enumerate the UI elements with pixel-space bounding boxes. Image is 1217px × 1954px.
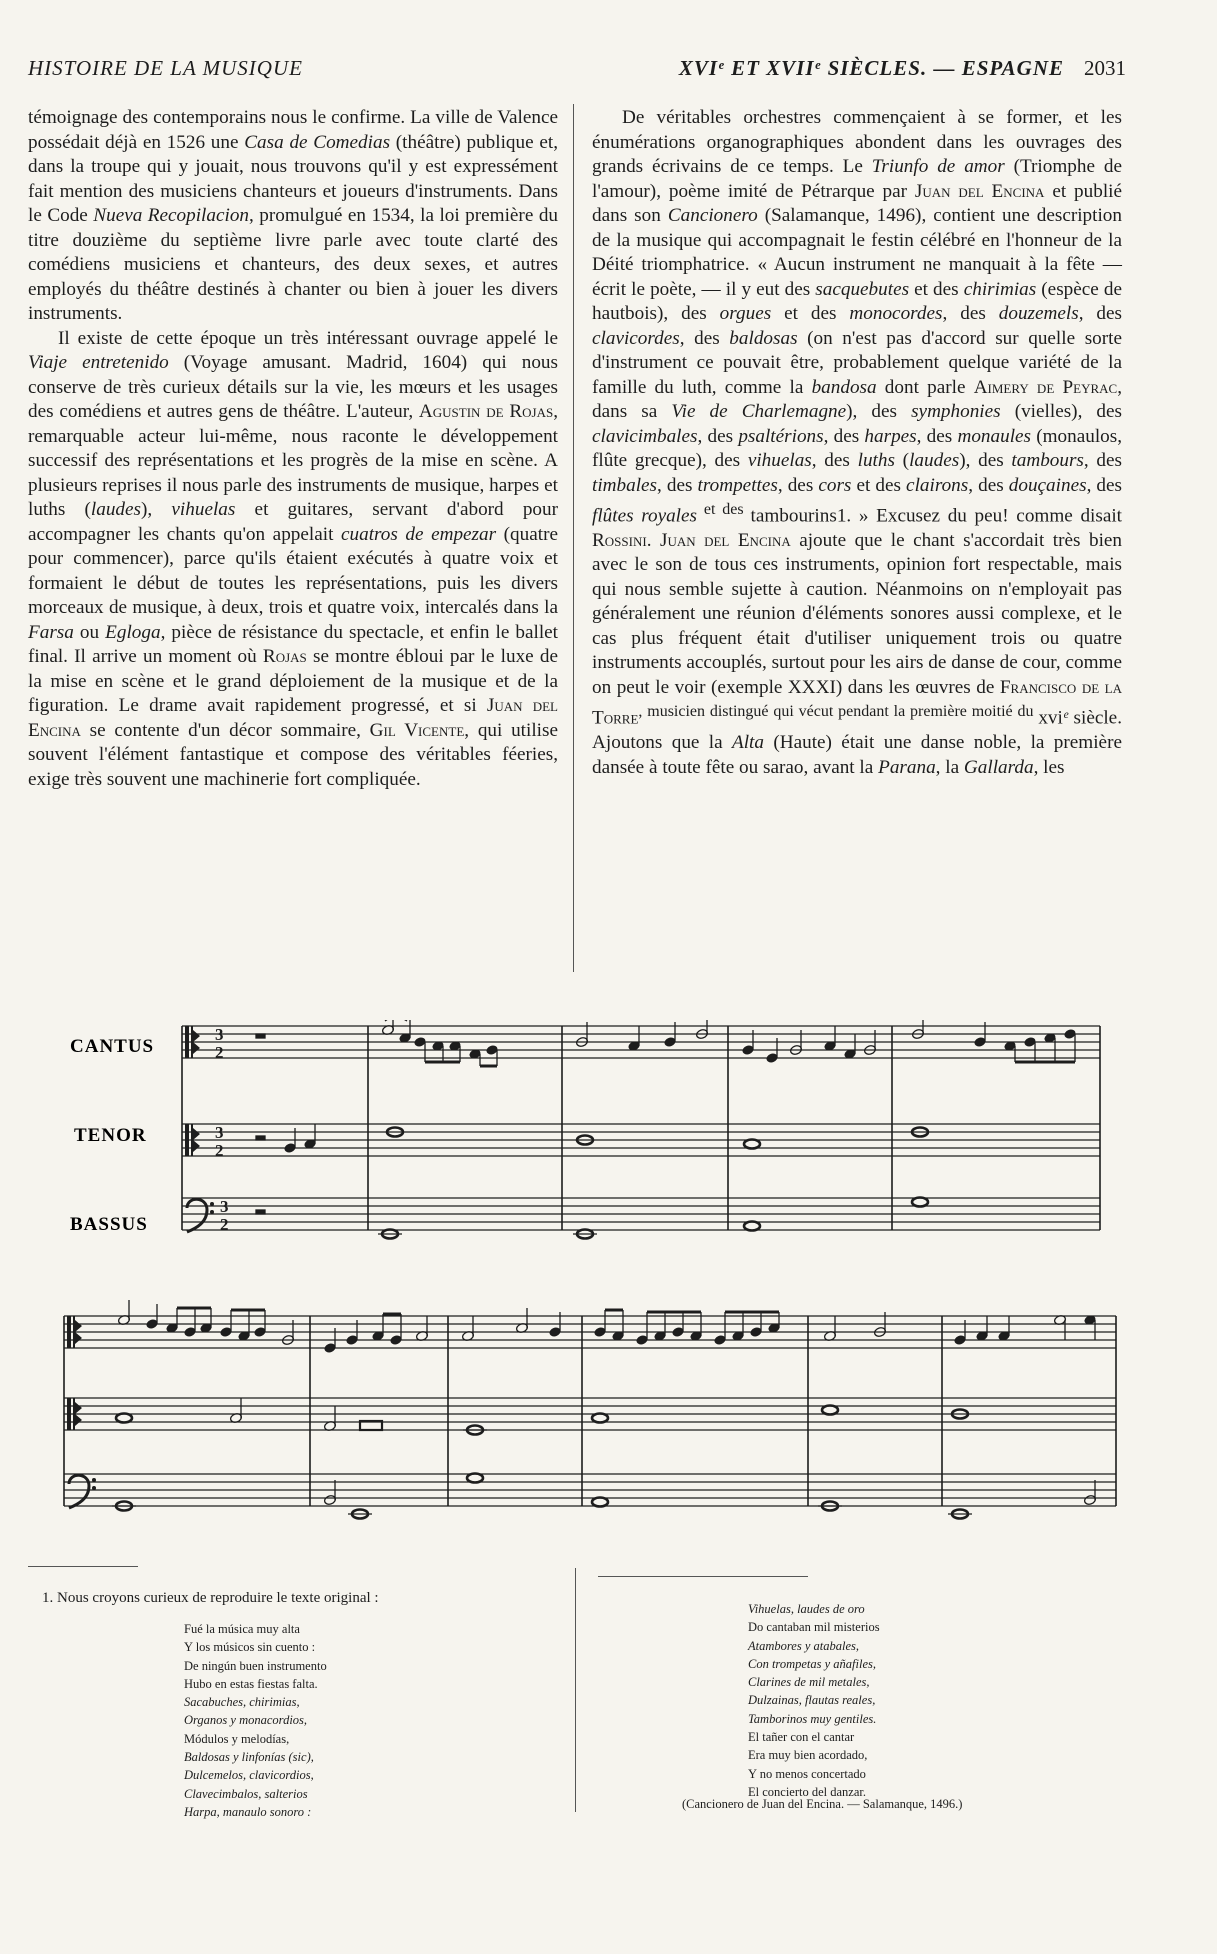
svg-text:3: 3 bbox=[215, 1123, 224, 1142]
footnote-divider bbox=[575, 1568, 576, 1812]
poem-line: Sacabuches, chirimias, bbox=[184, 1695, 300, 1710]
footnote-rule bbox=[598, 1576, 808, 1577]
bassus-notes bbox=[256, 1198, 928, 1239]
paragraph: témoignage des contemporains nous le confirme. La ville de Valence possédait déjà en 1526 une Casa de Comedias (théâtre) publique et, dans la troupe qui y jouait, nous trouvons qu'il y est expressément fait mention des musiciens chanteurs et joueurs d'instruments. Dans le Code Nueva Recopilacion, promulgué en 1534, la loi première du titre douzième du septième livre parle avec toute clarté des comédiens musiciens et chanteurs, des deux sexes, et autres employés du théâtre destinés à chanter ou bien à jouer les divers instruments. bbox=[28, 107, 559, 324]
footnote-ref: et des bbox=[697, 501, 751, 518]
poem-line: Hubo en estas fiestas falta. bbox=[184, 1676, 318, 1691]
right-column bbox=[592, 106, 1122, 780]
bass-clef-icon bbox=[187, 1199, 214, 1232]
footnote-intro: 1. Nous croyons curieux de reproduire le texte original : bbox=[42, 1590, 379, 1606]
svg-text:2: 2 bbox=[215, 1043, 224, 1062]
poem-line: Do cantaban mil misterios bbox=[748, 1620, 880, 1635]
poem-line: Harpa, manaulo sonoro : bbox=[184, 1804, 312, 1819]
barlines bbox=[64, 1316, 1116, 1506]
clefs bbox=[185, 1026, 214, 1232]
poem-line: Y los músicos sin cuento : bbox=[184, 1640, 316, 1655]
staff-lines bbox=[64, 1316, 1116, 1506]
left-column bbox=[28, 106, 558, 792]
svg-text:3: 3 bbox=[215, 1025, 224, 1044]
poem-line: Tamborinos muy gentiles. bbox=[748, 1711, 877, 1726]
poem-line: Era muy bien acordado, bbox=[748, 1748, 868, 1763]
clefs bbox=[67, 1316, 96, 1508]
poem-line: Atambores y atabales, bbox=[748, 1638, 859, 1653]
bassus-notes bbox=[112, 1474, 1097, 1519]
footnote-source: (Cancionero de Juan del Encina. — Salamanque, 1496.) bbox=[682, 1797, 963, 1811]
poem-line: Con trompetas y añafiles, bbox=[748, 1656, 877, 1671]
music-system-1 bbox=[60, 1020, 1120, 1242]
paragraph: Il existe de cette époque un très intéressant ouvrage appelé le Viaje entretenido (Voyage amusant. Madrid, 1604) qui nous conserve de très curieux détails sur la vie, les mœurs et les usages des comédiens et autres gens de théâtre. L'auteur, Agustin de Rojas, remarquable acteur lui-même, nous raconte le développement successif des représentations et les progrès de la mise en scène. A plusieurs reprises il nous parle des instruments de musique, harpes et luths (laudes), vihuelas et guitares, servant d'abord pour accompagner les chants qu'on appelait cuatros de empezar (quatre pour commencer), parce qu'ils étaient exécutés à quatre voix et formaient le début de toutes les représentations, puis les divers morceaux de musique, à deux, trois et quatre voix, intercalés dans la Farsa ou Egloga, pièce de résistance du spectacle, et enfin le ballet final. Il arrive un moment où Rojas se montre ébloui par le luxe de la mise en scène et le grand déploiement de la musique et de la figuration. Le drame avait rapidement progressé, et si Juan del Encina se contente d'un décor sommaire, Gil Vicente, qui utilise souvent l'élément fantastique et compose des véritables féeries, exige très souvent une machinerie fort compliquée. bbox=[28, 327, 559, 790]
header-right bbox=[679, 56, 1126, 81]
poem-left bbox=[184, 1620, 327, 1821]
svg-text:2: 2 bbox=[220, 1215, 229, 1234]
poem-line: Baldosas y linfonías (sic), bbox=[184, 1750, 314, 1765]
svg-text:2: 2 bbox=[215, 1141, 224, 1160]
time-signatures bbox=[215, 1025, 229, 1234]
poem-line: Clarines de mil metales, bbox=[748, 1675, 870, 1690]
running-header bbox=[28, 56, 1126, 86]
header-title: HISTOIRE DE LA MUSIQUE bbox=[28, 56, 303, 80]
page-number: 2031 bbox=[1084, 56, 1126, 80]
barlines bbox=[182, 1026, 1100, 1230]
paragraph: De véritables orchestres commençaient à se former, et les énumérations organographiques abondent dans les ouvrages des grands écrivains de ce temps. Le Triunfo de amor (Triomphe de l'amour), poème imité de Pétrarque par Juan del Encina et publié dans son Cancionero (Salamanque, 1496), contient une description de la musique qui accompagnait le festin célébré en l'honneur de la Déité triomphatrice. « Aucun instrument ne manquait à la fête — écrit le poète, — il y eut des sacquebutes et des chirimias (espèce de hautbois), des orgues et des monocordes, des douzemels, des clavicordes, des baldosas (on n'est pas d'accord sur quelle sorte d'instrument ce pouvait être, probablement quelque variété de la famille du luth, comme la bandosa dont parle Aimery de Peyrac, dans sa Vie de Charlemagne), des symphonies (vielles), des clavicimbales, des psaltérions, des harpes, des monaules (monaulos, flûte grecque), des vihuelas, des luths (laudes), des tambours, des timbales, des trompettes, des cors et des clairons, des douçaines, des flûtes royales $^{et des}$ tambourins1. » Excusez du peu! comme disait Rossini. Juan del Encina ajoute que le chant s'accordait très bien avec le son de tous ces instruments, opinion fort respectable, mais qui nous semble sujette à caution. Néanmoins on n'employait pas généralement une réunion d'éléments sonores aussi complexe, et le cas plus fréquent était d'utiliser uniquement trois ou quatre instruments accouplés, surtout pour les airs de danse de cour, comme on peut le voir (exemple XXXI) dans les œuvres de Francisco de la Torre$^{, musicien distingué qui vécut pendant la première moitié du}$ xviᵉ siècle. Ajoutons que la Alta (Haute) était une danse noble, la première dansée à toute fête ou sarao, avant la Parana, la Gallarda, les bbox=[592, 107, 1123, 778]
svg-text:3: 3 bbox=[220, 1197, 229, 1216]
staff-lines bbox=[182, 1026, 1100, 1230]
tenor-notes bbox=[256, 1124, 928, 1153]
cantus-notes bbox=[117, 1300, 1095, 1353]
footnote-rule bbox=[28, 1566, 138, 1567]
voice-label-tenor: TENOR bbox=[74, 1125, 147, 1146]
poem-line: De ningún buen instrumento bbox=[184, 1658, 327, 1673]
poem-line: El concierto del danzar. bbox=[748, 1784, 866, 1799]
poem-line: El tañer con el cantar bbox=[748, 1730, 855, 1745]
voice-label-bassus: BASSUS bbox=[70, 1214, 148, 1235]
poem-line: Y no menos concertado bbox=[748, 1766, 866, 1781]
poem-line: Vihuelas, laudes de oro bbox=[748, 1602, 865, 1616]
cantus-notes bbox=[256, 1020, 1076, 1066]
poem-line: Módulos y melodías, bbox=[184, 1731, 290, 1746]
bass-clef-icon bbox=[69, 1475, 96, 1508]
voice-label-cantus: CANTUS bbox=[70, 1036, 155, 1057]
tenor-notes bbox=[116, 1398, 968, 1435]
header-section: XVIᵉ ET XVIIᵉ SIÈCLES. — ESPAGNE bbox=[678, 56, 1064, 80]
poem-line: Dulcemelos, clavicordios, bbox=[184, 1768, 314, 1783]
poem-line: Dulzainas, flautas reales, bbox=[748, 1693, 876, 1708]
poem-line: Clavecimbalos, salterios bbox=[184, 1786, 308, 1801]
poem-right bbox=[748, 1600, 880, 1801]
column-divider bbox=[573, 104, 574, 972]
poem-line: Organos y monacordios, bbox=[184, 1713, 308, 1728]
poem-line: Fué la música muy alta bbox=[184, 1622, 300, 1636]
music-system-2 bbox=[60, 1300, 1120, 1522]
